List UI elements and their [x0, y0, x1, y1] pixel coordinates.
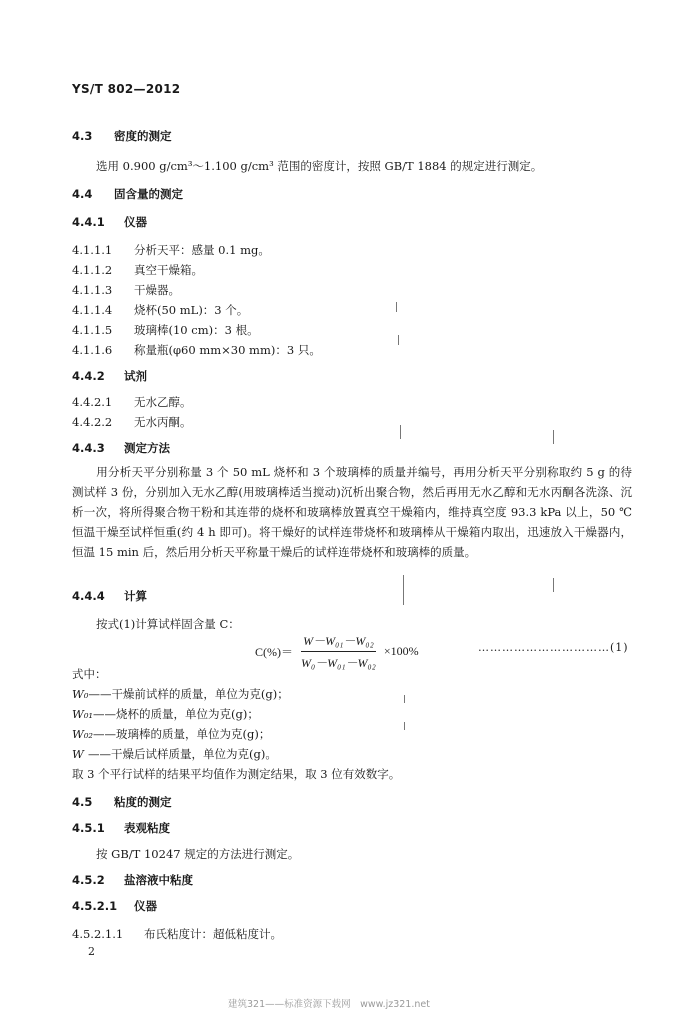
- list-item: 4.1.1.3 干燥器。: [72, 283, 180, 297]
- section-4-4-4-tail: 取 3 个平行试样的结果平均值作为测定结果，取 3 位有效数字。: [72, 767, 401, 781]
- scan-artifact-line: [398, 335, 399, 345]
- list-item: 4.1.1.5 玻璃棒(10 cm)：3 根。: [72, 323, 259, 337]
- document-header: YS/T 802—2012: [72, 82, 181, 96]
- section-4-5-2-1-heading: 4.5.2.1 仪器: [72, 899, 157, 913]
- section-4-4-3-paragraph: 用分析天平分别称量 3 个 50 mL 烧杯和 3 个玻璃棒的质量并编号，再用分析天平分别称取约 5 g 的待测试样 3 份，分别加入无水乙醇(用玻璃棒适当搅动)沉析出聚合物，然后再用无水乙醇和无水丙酮各洗涤、沉析一次，将所得聚合物干粉和其连带的烧杯和玻璃棒放置真空干燥箱内，维持真空度 93.3 kPa 以上，50 ℃恒温干燥至试样恒重(约 4 h 即可)。将干燥好的试样连带烧杯和玻璃棒从干燥箱内取出，迅速放入干燥器内，恒温 15 min 后，然后用分析天平称量干燥后的试样连带烧杯和玻璃棒的质量。: [72, 465, 632, 559]
- formula-lhs: C(%)＝: [255, 645, 293, 659]
- scan-artifact-line: [400, 425, 401, 439]
- section-4-4-4-heading: 4.4.4 计算: [72, 589, 147, 603]
- list-item: 4.4.2.2 无水丙酮。: [72, 415, 192, 429]
- watermark-footer: 建筑321——标准资源下载网 www.jz321.net: [228, 999, 430, 1010]
- section-4-5-1-text: 按 GB/T 10247 规定的方法进行测定。: [96, 847, 300, 861]
- formula-fraction: [299, 632, 378, 671]
- page-number: 2: [88, 945, 95, 958]
- where-label: 式中：: [72, 667, 107, 681]
- section-4-3-text: 选用 0.900 g/cm³～1.100 g/cm³ 范围的密度计，按照 GB/T 1884 的规定进行测定。: [96, 159, 543, 173]
- section-4-4-heading: 4.4 固含量的测定: [72, 187, 183, 201]
- scan-artifact-line: [396, 302, 397, 312]
- section-4-5-2-heading: 4.5.2 盐溶液中粘度: [72, 873, 193, 887]
- section-4-5-1-heading: 4.5.1 表观粘度: [72, 821, 170, 835]
- scan-artifact-line: [553, 430, 554, 444]
- formula-numerator: W－W₀₁－W₀₂: [301, 632, 376, 652]
- section-4-4-3-heading: 4.4.3 测定方法: [72, 441, 170, 455]
- formula-intro: 按式(1)计算试样固含量 C：: [96, 617, 240, 631]
- definition-item: W₀₂——玻璃棒的质量，单位为克(g)；: [72, 727, 271, 741]
- list-item: 4.1.1.2 真空干燥箱。: [72, 263, 203, 277]
- definition-item: W₀₁——烧杯的质量，单位为克(g)；: [72, 707, 259, 721]
- scan-artifact-line: [553, 578, 554, 592]
- scan-artifact-line: [403, 575, 404, 605]
- formula-label: (1): [610, 641, 629, 654]
- definition-item: W₀——干燥前试样的质量，单位为克(g)；: [72, 687, 289, 701]
- solid-content-formula: [255, 632, 419, 671]
- formula-rhs: ×100%: [383, 644, 419, 658]
- formula-leader: ……………………………(1): [478, 641, 629, 654]
- list-item: 4.1.1.6 称量瓶(φ60 mm×30 mm)：3 只。: [72, 343, 321, 357]
- section-4-5-heading: 4.5 粘度的测定: [72, 795, 172, 809]
- list-item: 4.1.1.4 烧杯(50 mL)：3 个。: [72, 303, 249, 317]
- section-4-3-heading: 4.3 密度的测定: [72, 129, 172, 143]
- scan-artifact-line: [404, 695, 405, 703]
- section-4-4-2-heading: 4.4.2 试剂: [72, 369, 147, 383]
- section-4-4-1-heading: 4.4.1 仪器: [72, 215, 147, 229]
- list-item: 4.1.1.1 分析天平：感量 0.1 mg。: [72, 243, 270, 257]
- list-item: 4.5.2.1.1 布氏粘度计：超低粘度计。: [72, 927, 282, 941]
- formula-denominator: W₀－W₀₁－W₀₂: [301, 656, 376, 670]
- definition-item: W ——干燥后试样质量，单位为克(g)。: [72, 747, 277, 761]
- scan-artifact-line: [404, 722, 405, 730]
- list-item: 4.4.2.1 无水乙醇。: [72, 395, 192, 409]
